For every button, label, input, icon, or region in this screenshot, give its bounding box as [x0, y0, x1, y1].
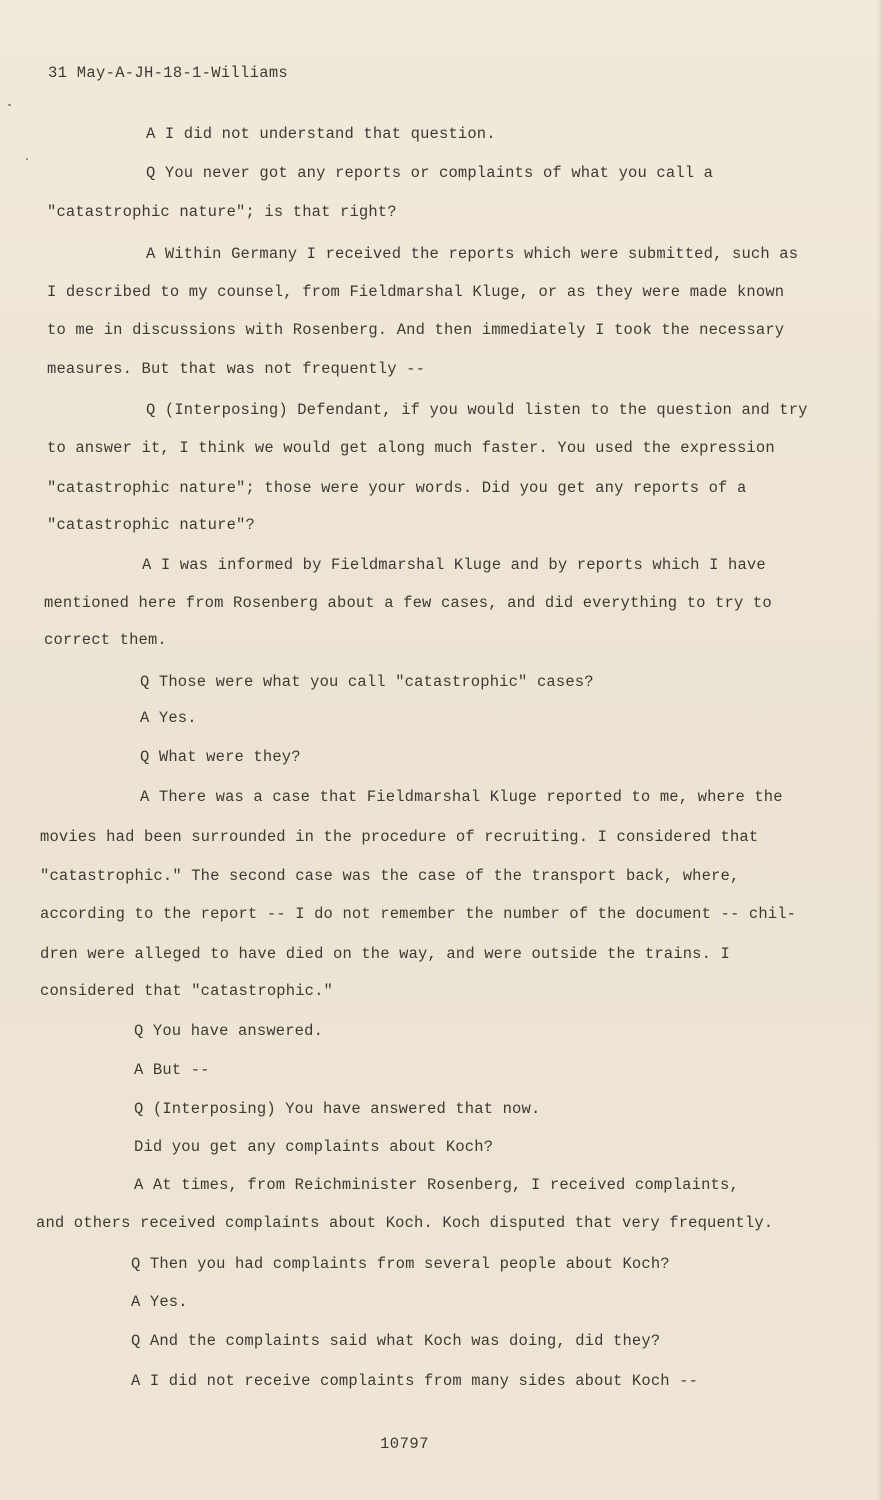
paper-speck [26, 158, 28, 160]
transcript-line: I described to my counsel, from Fieldmarshal Kluge, or as they were made known [47, 283, 785, 301]
transcript-line: Q Those were what you call "catastrophic" cases? [140, 673, 594, 691]
transcript-line: Q And the complaints said what Koch was doing, did they? [131, 1332, 661, 1350]
transcript-line: Q (Interposing) You have answered that now. [134, 1100, 541, 1118]
transcript-line: A Within Germany I received the reports which were submitted, such as [146, 245, 799, 263]
transcript-line: mentioned here from Rosenberg about a few cases, and did everything to try to [44, 594, 772, 612]
transcript-line: A At times, from Reichminister Rosenberg, I received complaints, [134, 1176, 739, 1194]
transcript-line: "catastrophic nature"? [47, 516, 255, 534]
transcript-line: A Yes. [131, 1293, 188, 1311]
transcript-line: considered that "catastrophic." [40, 982, 333, 1000]
transcript-line: Q What were they? [140, 748, 301, 766]
transcript-line: Q (Interposing) Defendant, if you would listen to the question and try [146, 401, 808, 419]
transcript-line: A But -- [134, 1061, 210, 1079]
document-reference-header: 31 May-A-JH-18-1-Williams [48, 64, 289, 82]
transcript-line: Q You never got any reports or complaints of what you call a [146, 164, 714, 182]
transcript-line: correct them. [44, 631, 167, 649]
transcript-line: A I did not understand that question. [146, 125, 496, 143]
page-number: 10797 [380, 1435, 430, 1453]
transcript-line: "catastrophic nature"; those were your words. Did you get any reports of a [47, 479, 747, 497]
transcript-line: dren were alleged to have died on the way, and were outside the trains. I [40, 945, 730, 963]
transcript-line: according to the report -- I do not remember the number of the document -- chil- [40, 905, 797, 923]
page-edge-shadow [877, 0, 883, 1500]
transcript-line: A There was a case that Fieldmarshal Kluge reported to me, where the [140, 788, 783, 806]
transcript-line: Q Then you had complaints from several people about Koch? [131, 1255, 670, 1273]
transcript-line: Did you get any complaints about Koch? [134, 1138, 494, 1156]
transcript-line: and others received complaints about Koch. Koch disputed that very frequently. [36, 1214, 774, 1232]
transcript-line: A Yes. [140, 709, 197, 727]
transcript-line: to answer it, I think we would get along much faster. You used the expression [47, 439, 775, 457]
transcript-line: A I did not receive complaints from many sides about Koch -- [131, 1372, 699, 1390]
transcript-line: A I was informed by Fieldmarshal Kluge and by reports which I have [142, 556, 766, 574]
transcript-line: to me in discussions with Rosenberg. And then immediately I took the necessary [47, 321, 785, 339]
transcript-line: Q You have answered. [134, 1022, 324, 1040]
transcript-line: "catastrophic nature"; is that right? [47, 203, 397, 221]
paper-speck [8, 104, 11, 106]
transcript-line: "catastrophic." The second case was the case of the transport back, where, [40, 867, 740, 885]
transcript-line: movies had been surrounded in the procedure of recruiting. I considered that [40, 828, 759, 846]
transcript-line: measures. But that was not frequently -- [47, 360, 426, 378]
